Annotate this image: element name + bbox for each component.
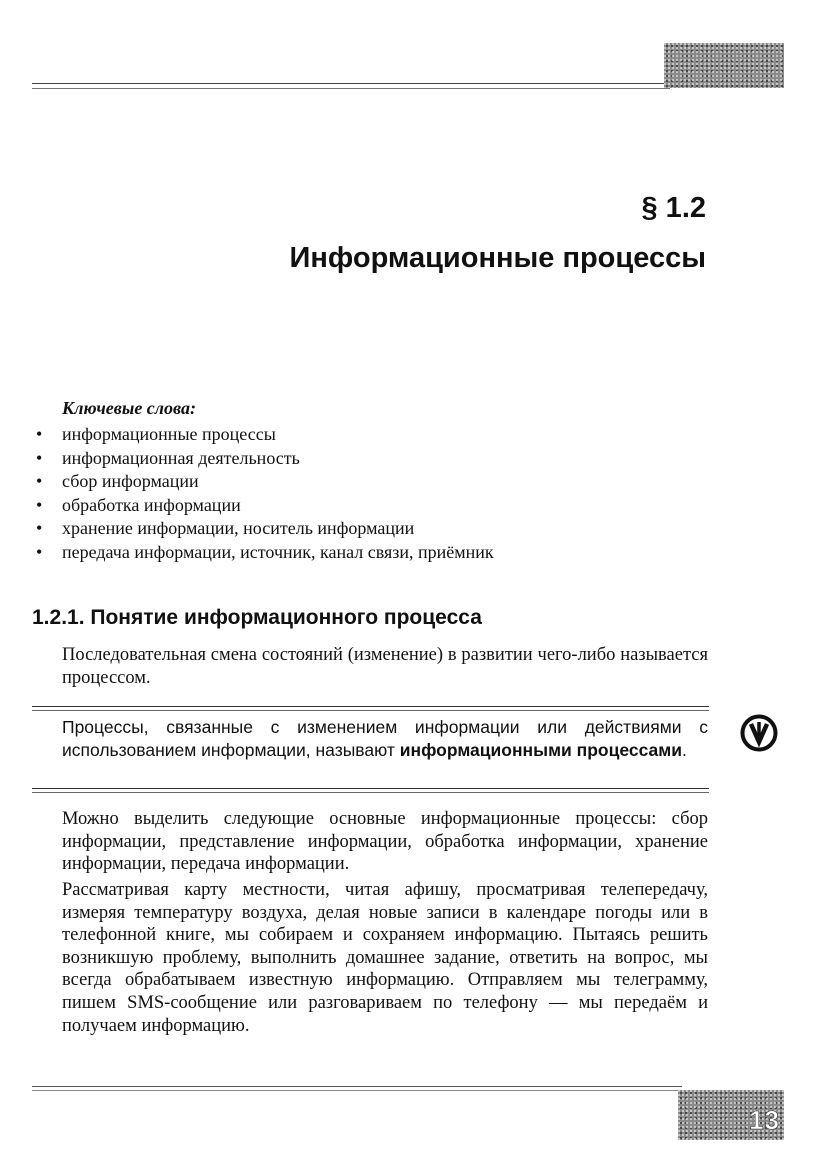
body-paragraph: Рассматривая карту местности, читая афишу, просматривая телепередачу, измеряя температуру воздуха, делая новые записи в календаре погоды или в телефонной книге, мы собираем и сохраняем информацию. Пытаясь решить возникшую проблему, выполнить домашнее задание, ответить на вопрос, мы всегда обрабатываем известную информацию. Отправляем мы телеграмму, пишем SMS-сообщение или разговариваем по телефону — мы передаём и получаем информацию. xyxy=(62,880,708,1036)
header-rule xyxy=(32,83,670,89)
definition-end: . xyxy=(681,740,687,760)
definition-term: информационными процессами xyxy=(399,740,682,760)
definition-rule-bottom xyxy=(32,788,709,793)
section-heading: 1.2.1. Понятие информационного процесса xyxy=(32,606,482,629)
intro-paragraph: Последовательная смена состояний (изменение) в развитии чего-либо называется процессом. xyxy=(62,645,708,688)
definition-icon xyxy=(739,713,779,753)
keywords-heading: Ключевые слова: xyxy=(62,398,196,418)
page-number: 13 xyxy=(749,1105,780,1135)
definition-rule-top xyxy=(32,706,709,711)
keyword-item: • информационные процессы xyxy=(62,423,682,447)
keywords-block xyxy=(62,398,682,564)
definition-box xyxy=(62,716,708,762)
keyword-item: • хранение информации, носитель информации xyxy=(62,517,682,541)
footer-rule xyxy=(32,1086,682,1091)
chapter-title: Информационные процессы xyxy=(289,242,706,274)
paragraph-number: § 1.2 xyxy=(641,192,706,224)
keyword-item: • передача информации, источник, канал связи, приёмник xyxy=(62,541,682,565)
keyword-item: • обработка информации xyxy=(62,494,682,518)
definition-text: Процессы, связанные с изменением информации или действиями с использованием информации, называют xyxy=(62,717,708,760)
keyword-item: • сбор информации xyxy=(62,470,682,494)
body-paragraph: Можно выделить следующие основные информационные процессы: сбор информации, представление информации, обработка информации, хранение информации, передача информации. xyxy=(62,809,708,875)
keywords-list xyxy=(62,423,682,564)
page-number-block xyxy=(678,1090,784,1140)
keyword-item: • информационная деятельность xyxy=(62,447,682,471)
header-corner-block xyxy=(664,43,784,88)
